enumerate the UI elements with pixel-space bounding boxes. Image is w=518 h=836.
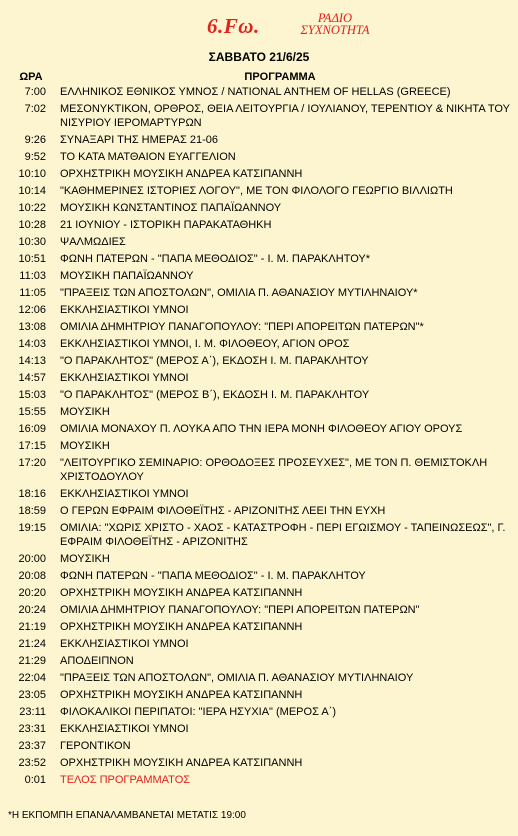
schedule-program: ΓΕΡΟΝΤΙΚΟΝ [60,740,131,752]
schedule-time: 20:20 [18,587,46,599]
schedule-time: 21:24 [18,638,46,650]
schedule-row [0,219,518,236]
schedule-row [0,553,518,570]
schedule-row [0,423,518,440]
schedule-program: "ΠΡΑΞΕΙΣ ΤΩΝ ΑΠΟΣΤΟΛΩΝ", ΟΜΙΛΙΑ Π. ΑΘΑΝΑΣΙΟΥ ΜΥΤΙΛΗΝΑΙΟΥ* [60,287,418,299]
schedule-time: 17:20 [18,457,46,469]
schedule-time: 19:15 [18,522,46,534]
schedule-time: 10:22 [18,202,46,214]
schedule-row [0,86,518,103]
schedule-program: ΦΩΝΗ ΠΑΤΕΡΩΝ - "ΠΑΠΑ ΜΕΘΟΔΙΟΣ" - Ι. Μ. ΠΑΡΑΚΛΗΤΟΥ* [60,253,371,265]
schedule-row [0,304,518,321]
schedule-program: ΟΜΙΛΙΑ ΔΗΜΗΤΡΙΟΥ ΠΑΝΑΓΟΠΟΥΛΟΥ: "ΠΕΡΙ ΑΠΟΡΕΙΤΩΝ ΠΑΤΕΡΩΝ" [60,604,420,616]
schedule-program: ΟΡΧΗΣΤΡΙΚΗ ΜΟΥΣΙΚΗ ΑΝΔΡΕΑ ΚΑΤΣΙΠΑΝΝΗ [60,689,303,701]
schedule-time: 10:28 [18,219,46,231]
schedule-program: ΕΚΚΛΗΣΙΑΣΤΙΚΟΙ ΥΜΝΟΙ [60,372,189,384]
schedule-program: ΜΟΥΣΙΚΗ [60,406,110,418]
schedule-row [0,185,518,202]
schedule-time: 0:01 [24,774,46,786]
schedule-time: 20:24 [18,604,46,616]
schedule-program: ΜΟΥΣΙΚΗ ΚΩΝΣΤΑΝΤΙΝΟΣ ΠΑΠΑΪΩΑΝΝΟΥ [60,202,282,214]
schedule-program: ΨΑΛΜΩΔΙΕΣ [60,236,126,248]
schedule-time: 10:51 [18,253,46,265]
schedule-row [0,389,518,406]
schedule-program: ΟΜΙΛΙΑ ΜΟΝΑΧΟΥ Π. ΛΟΥΚΑ ΑΠΟ ΤΗΝ ΙΕΡΑ ΜΟΝΗ ΦΙΛΟΘΕΟΥ ΑΓΙΟΥ ΟΡΟΥΣ [60,423,463,435]
schedule-program: ΜΟΥΣΙΚΗ [60,553,110,565]
schedule-row [0,655,518,672]
schedule-program: ΕΚΚΛΗΣΙΑΣΤΙΚΟΙ ΥΜΝΟΙ [60,723,189,735]
schedule-program: ΜΕΣΟΝΥΚΤΙΚΟΝ, ΟΡΘΡΟΣ, ΘΕΙΑ ΛΕΙΤΟΥΡΓΙΑ / ΙΟΥΛΙΑΝΟΥ, ΤΕΡΕΝΤΙΟΥ & ΝΙΚΗΤΑ ΤΟΥ ΝΙΣΥΡΙΟΥ ΙΕΡΟΜΑΡΤΥΡΩΝ [60,103,510,129]
schedule-program: ΑΠΟΔΕΙΠΝΟΝ [60,655,134,667]
schedule-row [0,406,518,423]
schedule-time: 11:05 [19,287,46,299]
schedule-row [0,151,518,168]
schedule-program: "ΚΑΘΗΜΕΡΙΝΕΣ ΙΣΤΟΡΙΕΣ ΛΟΓΟΥ", ΜΕ ΤΟΝ ΦΙΛΟΛΟΓΟ ΓΕΩΡΓΙΟ ΒΙΛΛΙΩΤΗ [60,185,453,197]
schedule-row [0,522,518,553]
column-header-time: ΩΡΑ [19,71,43,83]
schedule-program: ΤΕΛΟΣ ΠΡΟΓΡΑΜΜΑΤΟΣ [60,774,191,786]
schedule-row [0,587,518,604]
schedule-program: ΟΡΧΗΣΤΡΙΚΗ ΜΟΥΣΙΚΗ ΑΝΔΡΕΑ ΚΑΤΣΙΠΑΝΝΗ [60,757,303,769]
schedule-program: ΕΚΚΛΗΣΙΑΣΤΙΚΟΙ ΥΜΝΟΙ [60,638,189,650]
schedule-row [0,488,518,505]
schedule-time: 7:00 [24,86,46,98]
schedule-program: "ΠΡΑΞΕΙΣ ΤΩΝ ΑΠΟΣΤΟΛΩΝ", ΟΜΙΛΙΑ Π. ΑΘΑΝΑΣΙΟΥ ΜΥΤΙΛΗΝΑΙΟΥ [60,672,414,684]
schedule-time: 23:37 [18,740,46,752]
schedule-row [0,103,518,134]
schedule-program: ΕΚΚΛΗΣΙΑΣΤΙΚΟΙ ΥΜΝΟΙ [60,488,189,500]
schedule-row [0,236,518,253]
schedule-row [0,638,518,655]
schedule-row [0,168,518,185]
schedule-program: ΟΡΧΗΣΤΡΙΚΗ ΜΟΥΣΙΚΗ ΑΝΔΡΕΑ ΚΑΤΣΙΠΑΝΝΗ [60,587,303,599]
schedule-program: ΦΩΝΗ ΠΑΤΕΡΩΝ - "ΠΑΠΑ ΜΕΘΟΔΙΟΣ" - Ι. Μ. ΠΑΡΑΚΛΗΤΟΥ [60,570,366,582]
schedule-row [0,706,518,723]
schedule-program: ΕΛΛΗΝΙΚΟΣ ΕΘΝΙΚΟΣ ΥΜΝΟΣ / NATIONAL ANTHEM OF HELLAS (GREECE) [60,86,451,98]
schedule-program: ΟΜΙΛΙΑ ΔΗΜΗΤΡΙΟΥ ΠΑΝΑΓΟΠΟΥΛΟΥ: "ΠΕΡΙ ΑΠΟΡΕΙΤΩΝ ΠΑΤΕΡΩΝ"* [60,321,424,333]
schedule-row [0,505,518,522]
footnote: *Η ΕΚΠΟΜΠΗ ΕΠΑΝΑΛΑΜΒΑΝΕΤΑΙ ΜΕΤΑΤΙΣ 19:00 [8,810,246,821]
schedule-program: "Ο ΠΑΡΑΚΛΗΤΟΣ" (ΜΕΡΟΣ Β΄), ΕΚΔΟΣΗ Ι. Μ. ΠΑΡΑΚΛΗΤΟΥ [60,389,370,401]
schedule-row [0,723,518,740]
schedule-row [0,757,518,774]
schedule-time: 7:02 [24,103,46,115]
schedule-time: 22:04 [18,672,46,684]
schedule-program: ΣΥΝΑΞΑΡΙ ΤΗΣ ΗΜΕΡΑΣ 21-06 [60,134,218,146]
schedule-time: 21:19 [18,621,46,633]
schedule-time: 14:57 [18,372,46,384]
schedule-time: 9:26 [24,134,46,146]
column-header-program: ΠΡΟΓΡΑΜΜΑ [244,71,316,83]
schedule-time: 20:00 [18,553,46,565]
schedule-row [0,604,518,621]
schedule-program: ΤΟ ΚΑΤΑ ΜΑΤΘΑΙΟΝ ΕΥΑΓΓΕΛΙΟΝ [60,151,236,163]
schedule-time: 13:08 [18,321,46,333]
schedule-date: ΣΑΒΒΑΤΟ 21/6/25 [208,50,310,64]
schedule-program: Ο ΓΕΡΩΝ ΕΦΡΑΙΜ ΦΙΛΟΘΕΪΤΗΣ - ΑΡΙΖΟΝΙΤΗΣ ΛΕΕΙ ΤΗΝ ΕΥΧΗ [60,505,386,517]
schedule-time: 11:03 [19,270,46,282]
schedule-list [0,86,518,791]
schedule-time: 15:55 [18,406,46,418]
schedule-program: ΟΡΧΗΣΤΡΙΚΗ ΜΟΥΣΙΚΗ ΑΝΔΡΕΑ ΚΑΤΣΙΠΑΝΝΗ [60,168,303,180]
schedule-program: ΜΟΥΣΙΚΗ ΠΑΠΑΪΩΑΝΝΟΥ [60,270,194,282]
schedule-row [0,253,518,270]
schedule-program: ΟΜΙΛΙΑ: "ΧΩΡΙΣ ΧΡΙΣΤΟ - ΧΑΟΣ - ΚΑΤΑΣΤΡΟΦΗ - ΠΕΡΙ ΕΓΩΙΣΜΟΥ - ΤΑΠΕΙΝΩΣΕΩΣ", Γ. ΕΦΡΑΙΜ ΦΙΛΟΘΕΪΤΗΣ - ΑΡΙΖΟΝΙΤΗΣ [60,522,506,548]
schedule-time: 20:08 [18,570,46,582]
schedule-program: "ΛΕΙΤΟΥΡΓΙΚΟ ΣΕΜΙΝΑΡΙΟ: ΟΡΘΟΔΟΞΕΣ ΠΡΟΣΕΥΧΕΣ", ΜΕ ΤΟΝ Π. ΘΕΜΙΣΤΟΚΛΗ ΧΡΙΣΤΟΔΟΥΛΟΥ [60,457,488,483]
schedule-time: 18:59 [18,505,46,517]
schedule-time: 17:15 [18,440,46,452]
schedule-time: 21:29 [18,655,46,667]
schedule-row [0,202,518,219]
schedule-time: 23:05 [18,689,46,701]
schedule-row [0,457,518,488]
schedule-program: "Ο ΠΑΡΑΚΛΗΤΟΣ" (ΜΕΡΟΣ Α΄), ΕΚΔΟΣΗ Ι. Μ. ΠΑΡΑΚΛΗΤΟΥ [60,355,369,367]
schedule-row [0,570,518,587]
schedule-time: 12:06 [18,304,46,316]
schedule-row [0,355,518,372]
station-logo: 6.Fω. [207,14,260,38]
schedule-row [0,672,518,689]
schedule-time: 15:03 [18,389,46,401]
schedule-row [0,740,518,757]
schedule-time: 14:13 [18,355,46,367]
radio-label-line2: ΣΥΧΝΟΤΗΤΑ [300,23,370,37]
schedule-row [0,440,518,457]
schedule-time: 23:52 [18,757,46,769]
schedule-time: 10:30 [18,236,46,248]
schedule-row [0,270,518,287]
schedule-row [0,621,518,638]
schedule-program: 21 ΙΟΥΝΙΟΥ - ΙΣΤΟΡΙΚΗ ΠΑΡΑΚΑΤΑΘΗΚΗ [60,219,272,231]
schedule-program: ΜΟΥΣΙΚΗ [60,440,110,452]
schedule-time: 14:03 [18,338,46,350]
schedule-program: ΕΚΚΛΗΣΙΑΣΤΙΚΟΙ ΥΜΝΟΙ [60,304,189,316]
schedule-program: ΕΚΚΛΗΣΙΑΣΤΙΚΟΙ ΥΜΝΟΙ, Ι. Μ. ΦΙΛΟΘΕΟΥ, ΑΓΙΟΝ ΟΡΟΣ [60,338,350,350]
schedule-program: ΟΡΧΗΣΤΡΙΚΗ ΜΟΥΣΙΚΗ ΑΝΔΡΕΑ ΚΑΤΣΙΠΑΝΝΗ [60,621,303,633]
schedule-row [0,134,518,151]
schedule-row [0,338,518,355]
radio-label-line1: ΡΑΔΙΟ [317,11,353,25]
schedule-row [0,774,518,791]
schedule-time: 10:14 [18,185,46,197]
schedule-row [0,321,518,338]
radio-frequency-label [285,12,385,36]
schedule-row [0,287,518,304]
schedule-time: 10:10 [18,168,46,180]
schedule-time: 16:09 [18,423,46,435]
schedule-time: 23:11 [19,706,46,718]
schedule-time: 9:52 [24,151,46,163]
schedule-program: ΦΙΛΟΚΑΛΙΚΟΙ ΠΕΡΙΠΑΤΟΙ: "ΙΕΡΑ ΗΣΥΧΙΑ" (ΜΕΡΟΣ Α΄) [60,706,336,718]
header [0,6,518,42]
schedule-time: 23:31 [18,723,46,735]
schedule-time: 18:16 [18,488,46,500]
schedule-row [0,689,518,706]
schedule-row [0,372,518,389]
